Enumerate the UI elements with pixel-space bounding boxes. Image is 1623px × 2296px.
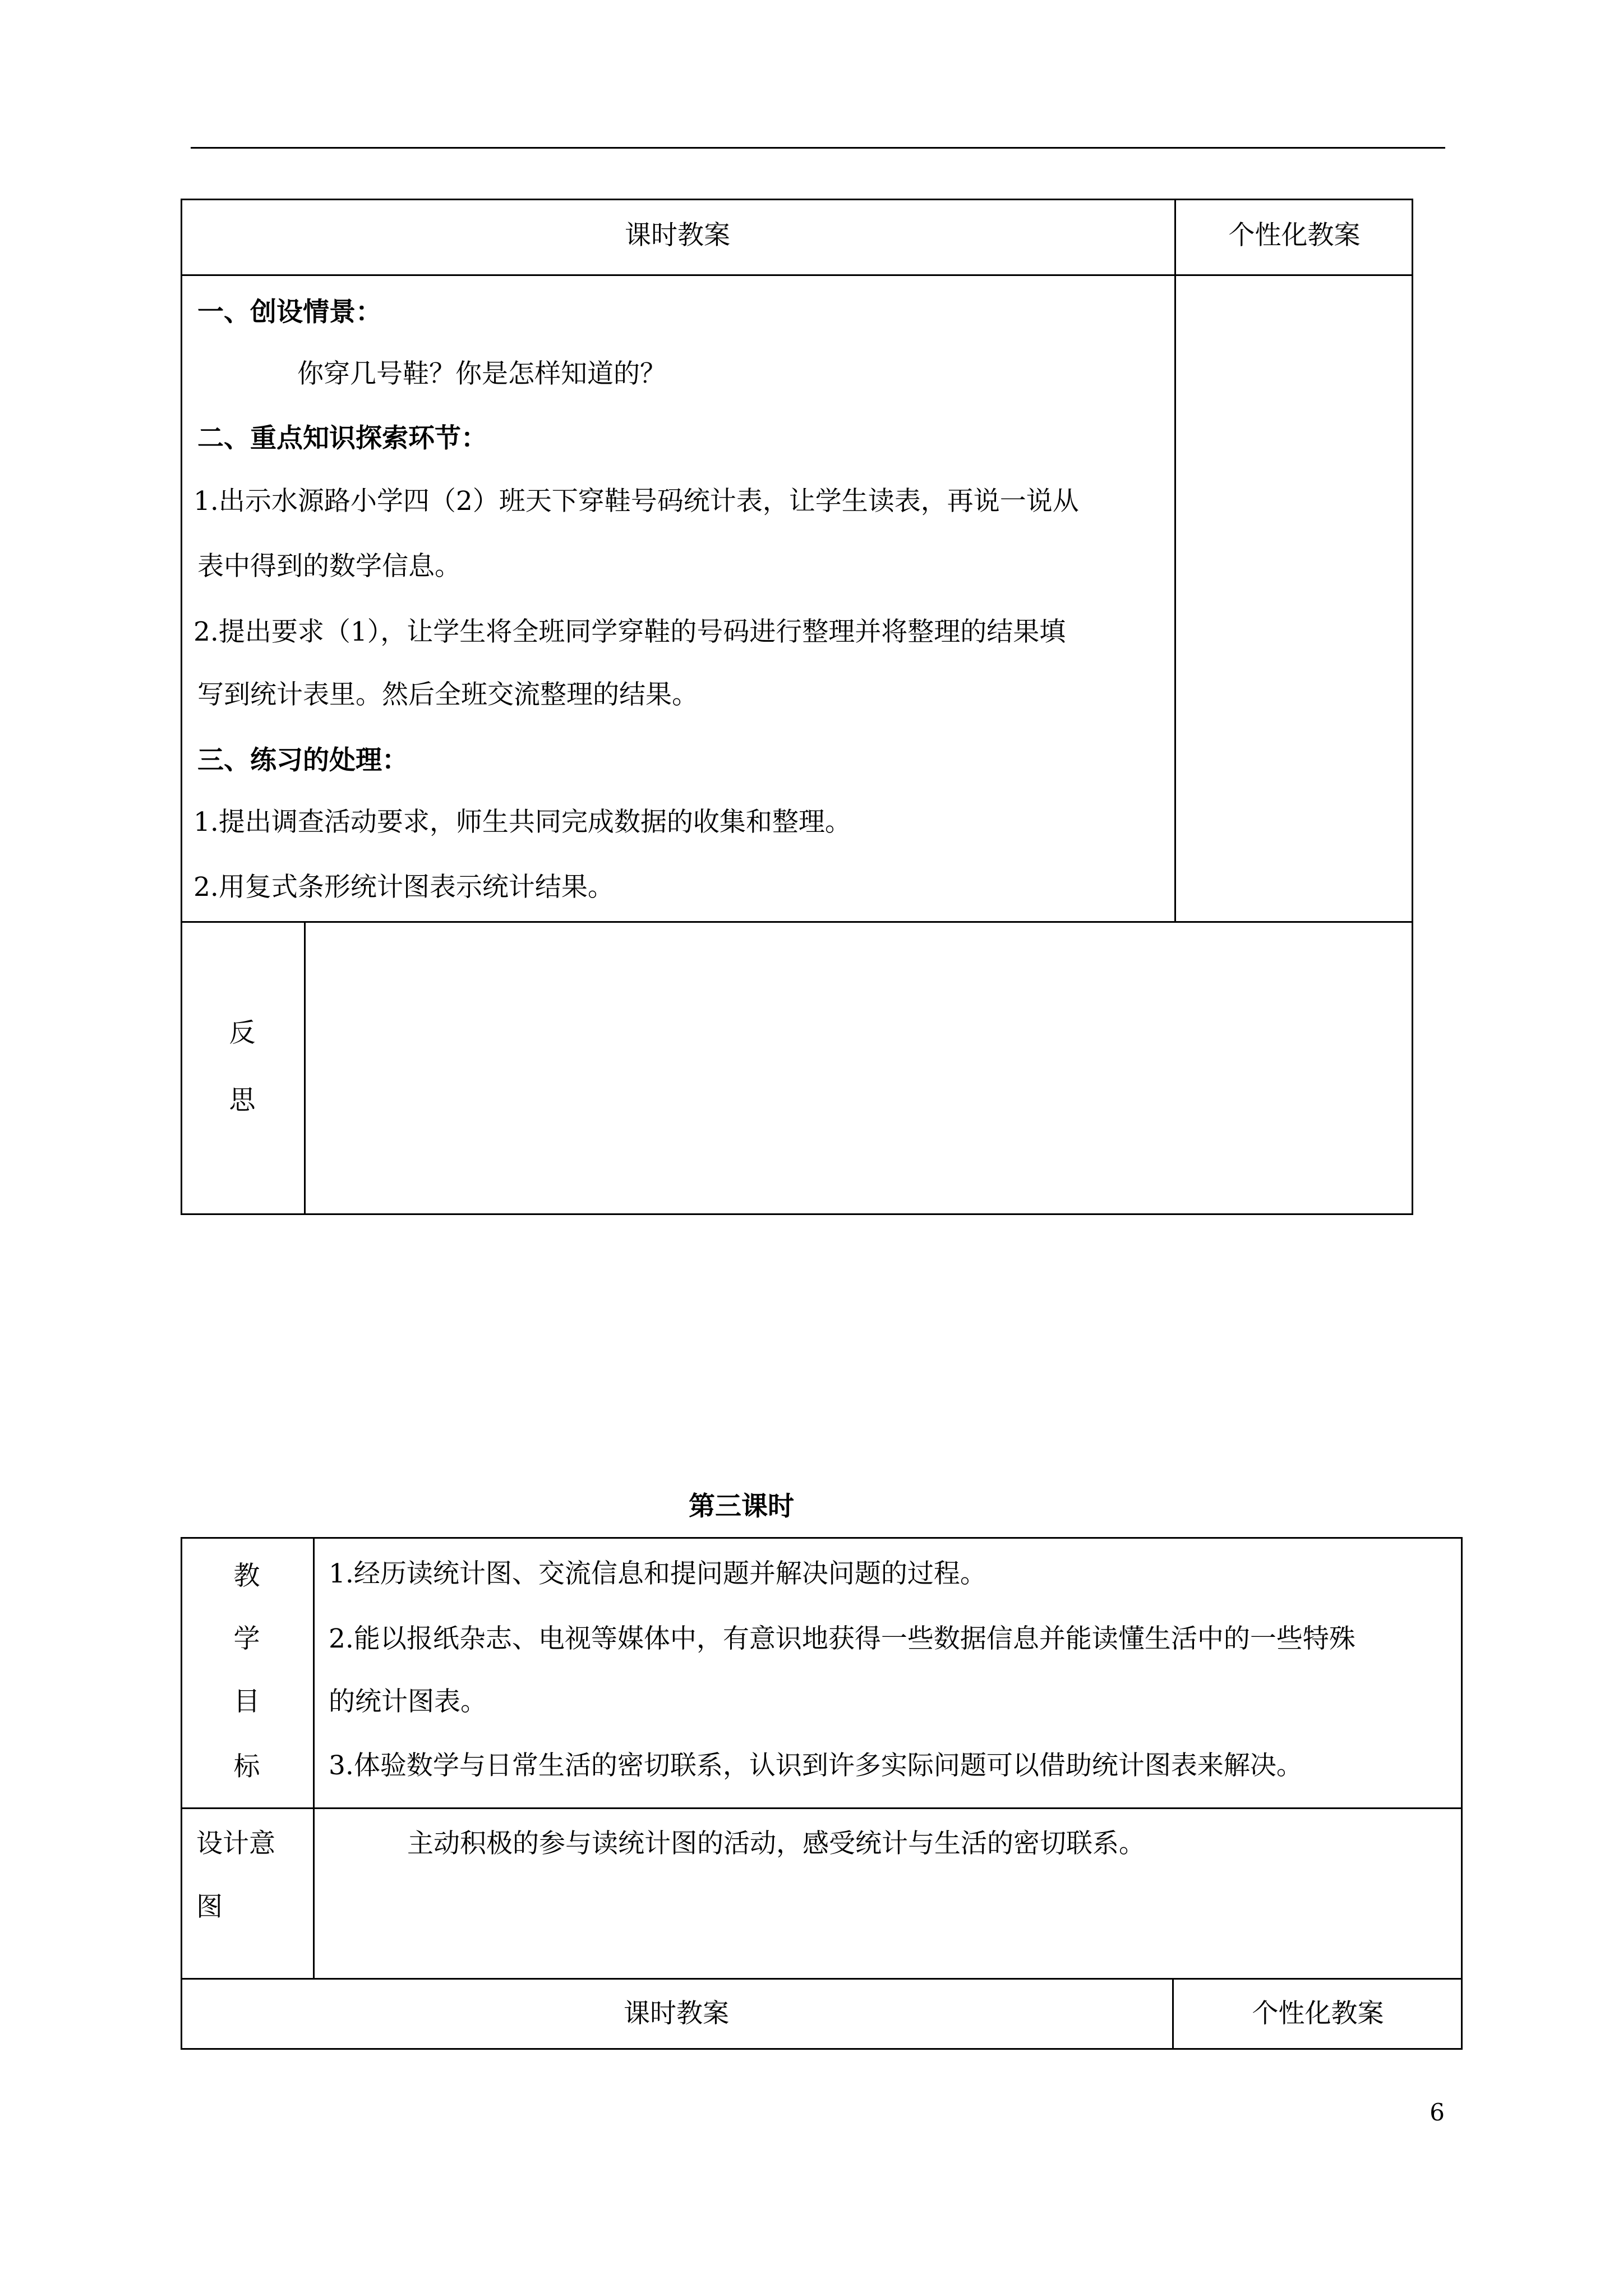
goal1: 1.经历读统计图、交流信息和提问题并解决问题的过程。 — [329, 1558, 986, 1589]
goal3: 3.体验数学与日常生活的密切联系，认识到许多实际问题可以借助统计图表来解决。 — [329, 1750, 1303, 1781]
item2-line1: 2.提出要求（1），让学生将全班同学穿鞋的号码进行整理并将整理的结果填 — [193, 616, 1066, 647]
table1-header-left: 课时教案 — [625, 220, 730, 251]
table1-header-right: 个性化教案 — [1228, 220, 1361, 251]
table2-header-left: 课时教案 — [624, 1998, 729, 2029]
item1-line2: 表中得到的数学信息。 — [197, 551, 461, 582]
design-label-line2: 图 — [196, 1892, 223, 1922]
reflection-label-char2: 思 — [229, 1085, 256, 1116]
section2-heading: 二、重点知识探索环节： — [197, 423, 487, 454]
goal2-line2: 的统计图表。 — [329, 1686, 487, 1717]
section1-text: 你穿几号鞋？你是怎样知道的？ — [297, 358, 666, 389]
item1-line1: 1.出示水源路小学四（2）班天下穿鞋号码统计表，让学生读表，再说一说从 — [193, 486, 1079, 517]
reflection-label-char1: 反 — [229, 1018, 256, 1048]
table1-reflection-divider — [181, 921, 1413, 923]
design-text: 主动积极的参与读统计图的活动，感受统计与生活的密切联系。 — [407, 1828, 1145, 1859]
lesson3-title: 第三课时 — [689, 1491, 794, 1522]
section3-heading: 三、练习的处理： — [197, 745, 408, 776]
table1-column-divider — [1174, 199, 1176, 922]
table2-goals-divider — [181, 1807, 1463, 1809]
goal-label-char1: 教 — [233, 1561, 260, 1591]
header-rule — [191, 147, 1445, 149]
goal2-line1: 2.能以报纸杂志、电视等媒体中，有意识地获得一些数据信息并能读懂生活中的一些特殊 — [329, 1623, 1355, 1654]
table1-header-divider — [181, 274, 1413, 276]
lesson3-table — [181, 1537, 1463, 2050]
practice1: 1.提出调查活动要求，师生共同完成数据的收集和整理。 — [193, 807, 851, 838]
section1-heading: 一、创设情景： — [197, 297, 382, 328]
table2-label-divider — [313, 1537, 315, 1978]
goal-label-char4: 标 — [233, 1751, 260, 1782]
table2-design-divider — [181, 1978, 1463, 1980]
design-label-line1: 设计意 — [196, 1828, 275, 1859]
table1-reflection-label-divider — [304, 921, 306, 1215]
table2-header-right: 个性化教案 — [1252, 1998, 1384, 2029]
page-number: 6 — [1430, 2099, 1445, 2126]
goal-label-char3: 目 — [233, 1686, 260, 1717]
practice2: 2.用复式条形统计图表示统计结果。 — [193, 872, 614, 903]
item2-line2: 写到统计表里。然后全班交流整理的结果。 — [197, 679, 698, 710]
goal-label-char2: 学 — [233, 1623, 260, 1654]
